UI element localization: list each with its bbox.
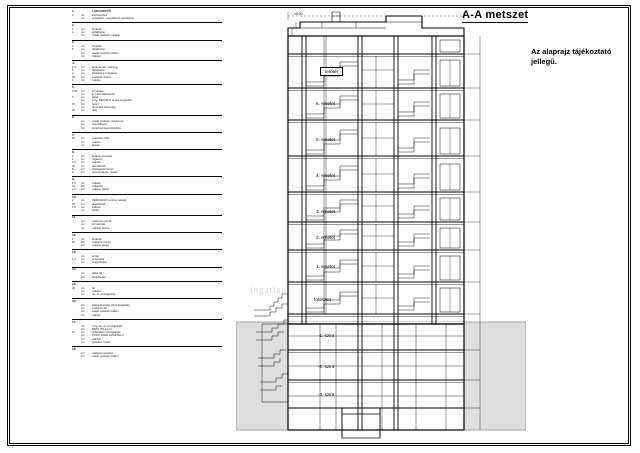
legend-group-number: 15. [72, 281, 77, 286]
legend-row-unit: cm [81, 313, 85, 317]
legend-row-value: 30 [72, 164, 75, 168]
legend-row-unit: cm [81, 30, 85, 34]
legend-row-value: 2 [72, 27, 74, 31]
legend-row-unit: cm [81, 205, 85, 209]
legend-row-text: kavicsterítés [92, 13, 107, 17]
legend-row-unit: cm [81, 69, 85, 73]
legend-group-number: 9. [72, 177, 75, 182]
legend-row-unit: cm [81, 45, 85, 49]
legend-row-text: vasalt vasbeton síkalap [92, 34, 120, 38]
legend-row-value: 20 [72, 75, 75, 79]
legend-group [72, 9, 222, 20]
legend-group-number: 1. [72, 8, 75, 13]
legend-group-number: 11. [72, 215, 77, 220]
legend-row-text: kerámia burkolat [92, 154, 112, 158]
legend-row-unit: cm [81, 307, 85, 311]
legend-row-text: vakolat [92, 205, 101, 209]
legend-row-unit: cm [81, 223, 85, 227]
disclaimer-note: Az alaprajz tájékoztató jellegű. [531, 47, 612, 67]
legend-row-text: aljzatbeton [92, 30, 105, 34]
floor-level-label: 3. emelet [316, 209, 335, 214]
legend-row-unit: cm [81, 92, 85, 96]
legend-row-text: vakolat, festés [92, 243, 110, 247]
legend-row-value: 1,5 [72, 188, 76, 192]
legend-row-text: burkolat [92, 237, 102, 241]
legend-row-text: tömörített kavicságy [92, 105, 116, 109]
legend-row [72, 79, 222, 82]
legend-group-title: LAPOSTETŐ [92, 8, 111, 13]
legend-group-number: 14. [72, 267, 77, 272]
floor-level-label: földszint [314, 297, 331, 302]
legend-row [72, 341, 222, 344]
legend-row-unit: cm [81, 16, 85, 20]
legend-row-text: falazóblokk [92, 202, 106, 206]
legend-row-text: festés [92, 143, 100, 147]
legend-row-text: aljzatbeton [92, 69, 105, 73]
legend-row-value: 8 [72, 167, 74, 171]
legend-row-value: 5 [72, 48, 74, 52]
floor-level-label: 4. emelet [316, 173, 335, 178]
floor-level-label: -2. szint [318, 364, 335, 369]
legend-row [72, 127, 222, 130]
legend-row [72, 276, 222, 279]
legend-row-unit: cm [81, 327, 85, 331]
legend-row-value: 2 [72, 237, 74, 241]
legend-row-text: vasalt vasbeton födém [92, 310, 119, 314]
legend-group [72, 60, 222, 82]
legend-row-text: falazóblokk [92, 164, 106, 168]
legend-row-text: vakolat [92, 161, 101, 165]
legend-row-text: vasbeton lépcső [92, 220, 112, 224]
legend-row-unit: cm [81, 109, 85, 113]
legend-row-unit: cm [81, 226, 85, 230]
legend-row-text: vakolat [92, 54, 101, 58]
legend-group-number: 10. [72, 194, 77, 199]
legend-group-number: 13. [72, 250, 77, 254]
legend-group-number: 3. [72, 40, 75, 45]
legend-row-value [72, 276, 81, 279]
legend-row-value [72, 34, 81, 37]
legend-row-text: ragasztó [92, 158, 103, 162]
legend-group [72, 115, 222, 130]
legend-row-unit: cm [81, 164, 85, 168]
svg-text:±0,00: ±0,00 [294, 12, 303, 16]
interior-stairs [306, 62, 358, 312]
legend-row-value: 2 [72, 171, 74, 175]
legend-row-unit: cm [81, 140, 85, 144]
legend-row-unit: cm [81, 137, 85, 141]
legend-row-unit: cm [81, 303, 85, 307]
legend-group [72, 149, 222, 174]
legend-row-unit: cm [81, 324, 85, 328]
legend-row-text: kő burkolat [92, 223, 106, 227]
legend-row-text: kő járólap [92, 89, 104, 93]
legend-row-text: vakolat [92, 78, 101, 82]
legend-row-unit: cm [81, 331, 85, 335]
legend-group [72, 249, 222, 264]
legend-row-text: lépéshang szigetelés [92, 72, 118, 76]
staircase-right [398, 70, 430, 310]
legend-row [72, 144, 222, 147]
legend-row-text: korlát [92, 254, 99, 258]
legend-row-text: vakolat [92, 313, 101, 317]
legend-row-text: hőszigetelő lemez [92, 167, 114, 171]
legend-row-text: nemesvakolat, festés [92, 171, 118, 175]
legend-row-value [72, 341, 81, 344]
legend-row-value: 1,2 [72, 258, 76, 262]
legend-group-number: 7. [72, 132, 75, 137]
legend-row-unit: cm [81, 254, 85, 258]
legend-row-value: 1,5 [72, 65, 76, 69]
legend-row-text: ill. használati beton [92, 92, 115, 96]
legend-row-text: vasalt vasbeton födém [92, 51, 119, 55]
legend-row-text: attika fal [92, 272, 103, 276]
legend-row-unit: cm [81, 126, 85, 130]
legend-row-unit: cm [81, 75, 85, 79]
legend-row-value [72, 55, 81, 58]
legend-group-number: 6. [72, 115, 75, 120]
legend-group-number: 4. [72, 60, 75, 65]
legend-row-unit: cm [81, 243, 85, 247]
legend-row [72, 17, 222, 20]
legend-row [72, 314, 222, 317]
legend-row-text: vasbeton koszorú [92, 351, 114, 355]
legend-row-unit: cm [81, 334, 85, 338]
legend-group-number: 16. [72, 299, 77, 304]
legend-row-value [72, 314, 81, 317]
legend-row-unit: cm [81, 286, 85, 290]
legend-group-number: 2. [72, 22, 75, 27]
legend-row-value: 1,5 [72, 205, 76, 209]
legend-row-value [72, 293, 81, 296]
floor-level-label: -1. szint [318, 333, 335, 338]
legend-row-unit: cm [81, 161, 85, 165]
legend-row [72, 244, 222, 247]
legend-row-unit: cm [81, 34, 85, 38]
legend-row-text: TERRANOVA színes vakolat [92, 199, 127, 203]
legend-row-value: 30 [72, 202, 75, 206]
legend-row-unit: cm [81, 65, 85, 69]
legend-row-unit: cm [81, 275, 85, 279]
legend-row-text: burkolat [92, 45, 102, 49]
legend-row-text: vakolat [92, 289, 101, 293]
legend-row-unit: cm [81, 51, 85, 55]
legend-group [72, 281, 222, 296]
legend-row-text: vasbeton fal [92, 307, 107, 311]
legend-row-value [72, 244, 81, 247]
legend-row-unit: cm [81, 293, 85, 297]
legend-row [72, 171, 222, 174]
legend-row-value: 20 [72, 137, 75, 141]
legend-row-value: 20 [72, 240, 75, 244]
legend-row-text: vakolat [92, 140, 101, 144]
legend-row-unit: cm [81, 354, 85, 358]
legend-row-unit: cm [81, 261, 85, 265]
legend-group [72, 298, 222, 316]
legend-row-value [72, 127, 81, 130]
legend-row-unit: cm [81, 272, 85, 276]
legend-row-value: 1,5 [72, 161, 76, 165]
legend-row-text: szerelőbeton [92, 123, 108, 127]
legend-row-value: 4 [72, 30, 74, 34]
legend-group-number: 5. [72, 84, 75, 89]
floor-level-label: tetőtér [320, 67, 343, 76]
legend-row-text: burkolat [92, 27, 102, 31]
legend-row-unit: cm [81, 171, 85, 175]
legend-group [72, 215, 222, 230]
legend-row [72, 293, 222, 296]
legend-row-text: vasbeton födém [92, 75, 112, 79]
legend-row-value [72, 355, 81, 358]
legend-row-unit: cm [81, 209, 85, 213]
legend-row-unit: cm [81, 120, 85, 124]
legend-row [72, 55, 222, 58]
legend-group [72, 232, 222, 247]
legend-row-value [72, 209, 81, 212]
legend-row-value: 2 [72, 13, 74, 17]
floor-level-label: -3. szint [318, 392, 335, 397]
legend-row [72, 34, 222, 37]
legend-row-unit: cm [81, 240, 85, 244]
legend-row-text: vasalt vasbeton födém [92, 354, 119, 358]
legend-row-unit: cm [81, 154, 85, 158]
legend-group [72, 194, 222, 212]
legend-group-number: 17. [72, 319, 77, 324]
legend-row-text: tömörített kavicsfeltöltés [92, 126, 121, 130]
legend-row-value: 2 [72, 45, 74, 49]
legend-row-text: 2 rtg. DEKOR O lemez szigetelés [92, 99, 132, 103]
legend-row-unit: cm [81, 78, 85, 82]
legend-row-text: vasbeton pillér [92, 137, 110, 141]
legend-row-text: vakolat [92, 337, 101, 341]
legend-row-value: 2 [72, 199, 74, 203]
legend-row-unit: cm [81, 220, 85, 224]
legend-row-unit: cm [81, 13, 85, 17]
legend-row-value: 5 [72, 96, 74, 100]
legend-row-value: 1 [72, 158, 74, 162]
legend-group [72, 319, 222, 344]
top-dimension-line [288, 12, 464, 20]
building-section-drawing [236, 9, 529, 442]
legend-row-text: vakolat, festés [92, 188, 110, 192]
legend-row-text: acél korlát [92, 258, 105, 262]
legend-row-text: BIMO 750 lemez [92, 327, 113, 331]
legend-row-text: üveg kitöltés [92, 261, 107, 265]
legend-row-value: 15 [72, 102, 75, 106]
legend-row-text: hő- és vízszigetelés [92, 293, 116, 297]
legend-row-unit: cm [81, 102, 85, 106]
legend-row-value: 5 [72, 69, 74, 73]
legend-row-unit: cm [81, 185, 85, 189]
legend-group [72, 132, 222, 147]
legend-row-unit: cm [81, 351, 85, 355]
legend-group-number: 12. [72, 232, 77, 237]
legend-row-unit: cm [81, 54, 85, 58]
legend-row [72, 188, 222, 191]
legend-row-unit: cm [81, 199, 85, 203]
legend-group [72, 267, 222, 279]
legend-row-text: 2 rtg. hő- és vízszigetelés [92, 324, 123, 328]
legend-row-unit: cm [81, 337, 85, 341]
interior-partitions [362, 56, 394, 314]
legend-row-text: vakolat, festés [92, 226, 110, 230]
legend-row-value: 1 [72, 78, 74, 82]
legend-row-value: 10 [72, 331, 75, 335]
legend-row [72, 355, 222, 358]
legend-row-unit: cm [81, 340, 85, 344]
legend-row-value: 1,5 [72, 182, 76, 186]
legend-group [72, 346, 222, 358]
legend-row-value: 10 [72, 185, 75, 189]
legend-group-number: 8. [72, 149, 75, 154]
legend-row-unit: cm [81, 123, 85, 127]
legend-row-text: válaszfal [92, 185, 103, 189]
legend-row-text: vasbeton lemez [92, 240, 111, 244]
material-legend [72, 9, 222, 439]
legend-row-unit: cm [81, 96, 85, 100]
legend-row-text: glettelés, festés [92, 340, 111, 344]
legend-row-value: 3 [72, 72, 74, 76]
watermark-text: ingatlan [250, 285, 287, 295]
legend-row-unit: cm [81, 289, 85, 293]
legend-row-value [72, 17, 81, 20]
legend-row-text: fal [92, 286, 95, 290]
floor-level-label: 1. emelet [316, 264, 335, 269]
legend-row-unit: cm [81, 310, 85, 314]
legend-row-unit: cm [81, 167, 85, 171]
legend-row-value: 40 [72, 286, 75, 290]
legend-group [72, 84, 222, 112]
legend-group [72, 22, 222, 37]
legend-row-value: 20 [72, 109, 75, 113]
legend-row-unit: cm [81, 72, 85, 76]
legend-row-unit: cm [81, 182, 85, 186]
legend-row [72, 209, 222, 212]
legend-row [72, 261, 222, 264]
legend-row-text: lemezfedés [92, 275, 106, 279]
legend-row-unit: cm [81, 143, 85, 147]
legend-row-value [72, 261, 81, 264]
legend-row-unit: cm [81, 89, 85, 93]
legend-row-unit: cm [81, 48, 85, 52]
legend-group-number: 18. [72, 346, 77, 351]
page-title: A-A metszet [462, 9, 529, 21]
legend-row-unit: cm [81, 27, 85, 31]
legend-row [72, 109, 222, 112]
section-svg [236, 9, 529, 442]
legend-row-unit: cm [81, 258, 85, 262]
legend-row-unit: cm [81, 188, 85, 192]
legend-row-text: NIKECELL hőszigetelés [92, 331, 121, 335]
legend-row-text: vakolat [92, 182, 101, 186]
legend-row-text: talaj [92, 109, 97, 113]
legend-row-value: 1,00 [72, 89, 78, 93]
legend-row [72, 227, 222, 230]
legend-row-unit: cm [81, 99, 85, 103]
legend-row-text: vasalt vasbeton alaplemez [92, 120, 124, 124]
legend-row-text: beton [92, 102, 99, 106]
legend-row-unit: cm [81, 158, 85, 162]
legend-row-value [72, 144, 81, 147]
legend-group [72, 176, 222, 191]
legend-row-unit: cm [81, 105, 85, 109]
legend-row-text: PORO SZER SZIGETELŐ [92, 334, 124, 338]
legend-row-unit: cm [81, 202, 85, 206]
legend-row-text: aljzat [92, 96, 99, 100]
legend-row-value: 2 [72, 154, 74, 158]
legend-row-value [72, 227, 81, 230]
floor-level-label: 5. emelet [316, 137, 335, 142]
floor-level-label: 2. emelet [316, 235, 335, 240]
legend-row-text: aljzatbeton [92, 48, 105, 52]
legend-row-text: kerámia lap, szőnyeg [92, 65, 118, 69]
legend-row-text: szigetelés, csapadékvíz vezetéssel [92, 16, 134, 20]
legend-group [72, 40, 222, 58]
floor-level-label: 6. emelet [316, 101, 335, 106]
legend-row-text: talajnedvesség elleni szigetelés [92, 303, 130, 307]
legend-row-unit: cm [81, 237, 85, 241]
legend-row-text: festés [92, 209, 100, 213]
